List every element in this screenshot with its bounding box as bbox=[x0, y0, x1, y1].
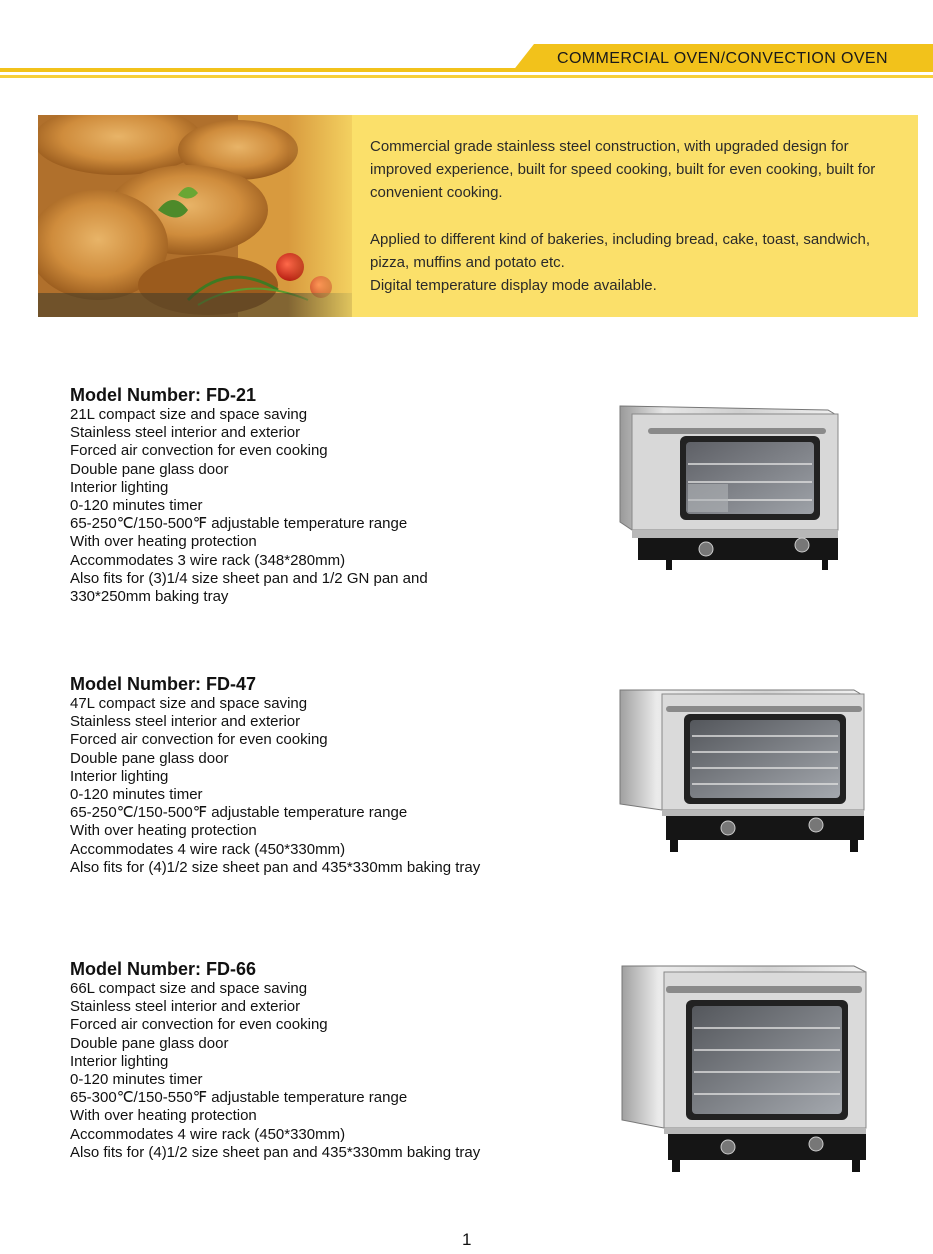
feature-item: Double pane glass door bbox=[70, 460, 229, 478]
feature-item: Accommodates 4 wire rack (450*330mm) bbox=[70, 840, 346, 858]
feature-item: Double pane glass door bbox=[70, 1034, 229, 1052]
feature-item: Accommodates 4 wire rack (450*330mm) bbox=[70, 1125, 346, 1143]
feature-list bbox=[70, 980, 590, 1162]
convection-oven-fd66-icon bbox=[620, 962, 870, 1183]
product-title: Model Number: FD-21 bbox=[70, 385, 257, 405]
feature-item: Also fits for (3)1/4 size sheet pan and 1/2 GN pan and bbox=[70, 569, 428, 587]
feature-item: 65-250℃/150-500℉ adjustable temperature range bbox=[70, 804, 408, 822]
convection-oven-fd21-icon bbox=[618, 402, 842, 579]
convection-oven-fd47-icon bbox=[618, 686, 868, 863]
feature-item: 47L compact size and space saving bbox=[70, 695, 308, 712]
feature-list bbox=[70, 695, 590, 877]
feature-item: With over heating protection bbox=[70, 1107, 257, 1125]
intro-paragraph-1: Commercial grade stainless steel construction, with upgraded design for improved experience, built for speed cooking, built for even cooking, built for convenient cooking. bbox=[370, 138, 876, 201]
intro-paragraph-2-line-1: Applied to different kind of bakeries, including bread, cake, toast, sandwich, pizza, muffins and potato etc. bbox=[370, 231, 871, 271]
intro-text bbox=[370, 135, 910, 297]
product-fd47 bbox=[70, 674, 590, 877]
feature-item: 0-120 minutes timer bbox=[70, 497, 203, 515]
feature-item: Stainless steel interior and exterior bbox=[70, 998, 301, 1016]
feature-item: Stainless steel interior and exterior bbox=[70, 424, 301, 442]
feature-item: Double pane glass door bbox=[70, 749, 229, 767]
feature-item: 0-120 minutes timer bbox=[70, 786, 203, 804]
page-title: COMMERCIAL OVEN/CONVECTION OVEN bbox=[557, 50, 888, 67]
feature-item: 65-250℃/150-500℉ adjustable temperature range bbox=[70, 515, 408, 533]
intro-paragraph-2-line-2: Digital temperature display mode available. bbox=[370, 277, 657, 294]
feature-item: Forced air convection for even cooking bbox=[70, 442, 328, 460]
feature-list bbox=[70, 406, 590, 606]
feature-item: Also fits for (4)1/2 size sheet pan and 435*330mm baking tray bbox=[70, 1143, 481, 1161]
feature-item: Interior lighting bbox=[70, 478, 169, 496]
feature-item: 21L compact size and space saving bbox=[70, 406, 308, 423]
feature-item: Stainless steel interior and exterior bbox=[70, 713, 301, 731]
feature-item: Also fits for (4)1/2 size sheet pan and 435*330mm baking tray bbox=[70, 858, 481, 876]
product-fd21 bbox=[70, 385, 590, 606]
product-title: Model Number: FD-66 bbox=[70, 959, 257, 979]
feature-item: 65-300℃/150-550℉ adjustable temperature range bbox=[70, 1089, 408, 1107]
product-title: Model Number: FD-47 bbox=[70, 674, 257, 694]
banner-fade bbox=[288, 115, 358, 317]
feature-item: Accommodates 3 wire rack (348*280mm) bbox=[70, 551, 346, 569]
intro-paragraph-2 bbox=[370, 228, 910, 297]
feature-item: With over heating protection bbox=[70, 533, 257, 551]
product-fd66 bbox=[70, 959, 590, 1162]
intro-banner bbox=[38, 115, 918, 317]
feature-item: Forced air convection for even cooking bbox=[70, 731, 328, 749]
header-rule-secondary bbox=[0, 75, 933, 78]
page-number: 1 bbox=[462, 1230, 472, 1249]
feature-item: 66L compact size and space saving bbox=[70, 980, 308, 997]
feature-item: 0-120 minutes timer bbox=[70, 1071, 203, 1089]
feature-item: With over heating protection bbox=[70, 822, 257, 840]
feature-item: Interior lighting bbox=[70, 767, 169, 785]
feature-item: 330*250mm baking tray bbox=[70, 588, 229, 606]
feature-item: Interior lighting bbox=[70, 1052, 169, 1070]
feature-item: Forced air convection for even cooking bbox=[70, 1016, 328, 1034]
